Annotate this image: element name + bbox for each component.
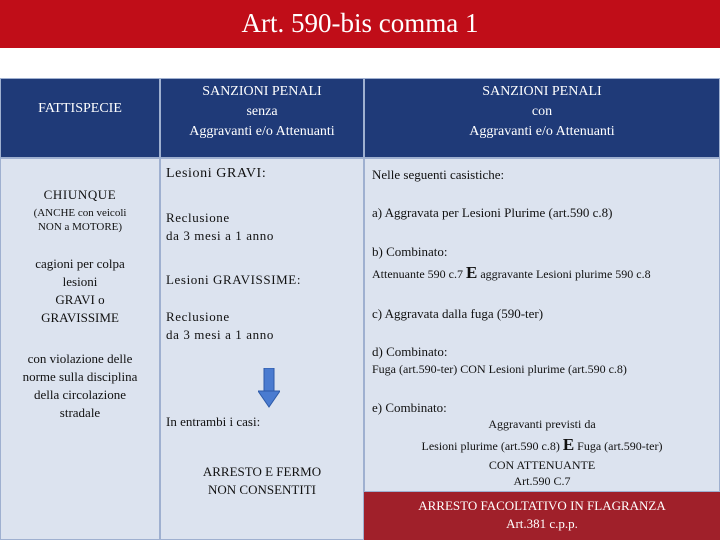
case-d-heading: d) Combinato: (372, 344, 448, 359)
violation (0, 350, 160, 422)
subject-note (0, 206, 160, 234)
case-b-detail-part: aggravante Lesioni plurime 590 c.8 (480, 267, 651, 281)
case-b-detail (372, 265, 651, 282)
header-line: SANZIONI PENALI (202, 84, 322, 99)
header-line: senza (246, 104, 278, 119)
case-e-line3: CON ATTENUANTE (488, 458, 596, 472)
footer-line: Art.381 c.p.p. (506, 516, 578, 531)
subject-note-line: NON a MOTORE) (37, 221, 123, 233)
case-e-and: E (562, 435, 575, 454)
action (0, 255, 160, 327)
violation-line: stradale (59, 405, 101, 420)
case-a: a) Aggravata per Lesioni Plurime (art.590 c.8) (372, 205, 613, 220)
action-line: GRAVI o (55, 292, 105, 307)
header-fattispecie-label: FATTISPECIE (38, 101, 122, 116)
action-line: GRAVISSIME (41, 310, 119, 325)
grave-penalty (166, 209, 274, 245)
penalty-line: da 3 mesi a 1 anno (166, 228, 274, 243)
down-arrow-icon (258, 368, 280, 408)
case-e-line1: Aggravanti previsti da (488, 417, 596, 431)
case-b-and: E (465, 263, 478, 282)
header-sanzioni-con (364, 78, 720, 158)
header-line: con (531, 104, 553, 119)
page-title: Art. 590-bis comma 1 (241, 8, 479, 38)
case-e-part: Fuga (art.590-ter) (577, 439, 663, 453)
arrest-line: ARRESTO E FERMO (202, 464, 322, 479)
violation-line: della circolazione (33, 387, 127, 402)
header-fattispecie (0, 78, 160, 158)
arrest-not-allowed (160, 463, 364, 499)
header-line: SANZIONI PENALI (482, 84, 602, 99)
both-cases: In entrambi i casi: (166, 414, 261, 429)
case-e-part: Lesioni plurime (art.590 c.8) (421, 439, 560, 453)
case-e-heading: e) Combinato: (372, 400, 447, 415)
subject-note-line: (ANCHE con veicoli (33, 207, 127, 219)
violation-line: norme sulla disciplina (22, 369, 138, 384)
case-e-line2 (364, 437, 720, 454)
arrest-optional-box (364, 492, 720, 540)
arrest-line: NON CONSENTITI (208, 482, 316, 497)
case-b-detail-part: Attenuante 590 c.7 (372, 267, 463, 281)
header-line: Aggravanti e/o Attenuanti (189, 124, 335, 139)
action-line: lesioni (62, 274, 98, 289)
violation-line: con violazione delle (27, 351, 133, 366)
case-c: c) Aggravata dalla fuga (590-ter) (372, 306, 544, 321)
case-d-detail: Fuga (art.590-ter) CON Lesioni plurime (art.590 c.8) (372, 362, 627, 376)
subject: CHIUNQUE (43, 187, 117, 202)
case-e-line4: Art.590 C.7 (513, 474, 571, 488)
footer-line: ARRESTO FACOLTATIVO IN FLAGRANZA (418, 498, 666, 513)
case-b-heading: b) Combinato: (372, 244, 448, 259)
grave-heading: Lesioni GRAVI: (166, 166, 267, 181)
action-line: cagioni per colpa (35, 256, 125, 271)
penalty-line: Reclusione (166, 309, 230, 324)
gravissime-penalty (166, 308, 274, 344)
header-line: Aggravanti e/o Attenuanti (469, 124, 615, 139)
intro: Nelle seguenti casistiche: (372, 167, 505, 182)
penalty-line: Reclusione (166, 210, 230, 225)
header-sanzioni-senza (160, 78, 364, 158)
gravissime-heading: Lesioni GRAVISSIME: (166, 272, 302, 287)
penalty-line: da 3 mesi a 1 anno (166, 327, 274, 342)
